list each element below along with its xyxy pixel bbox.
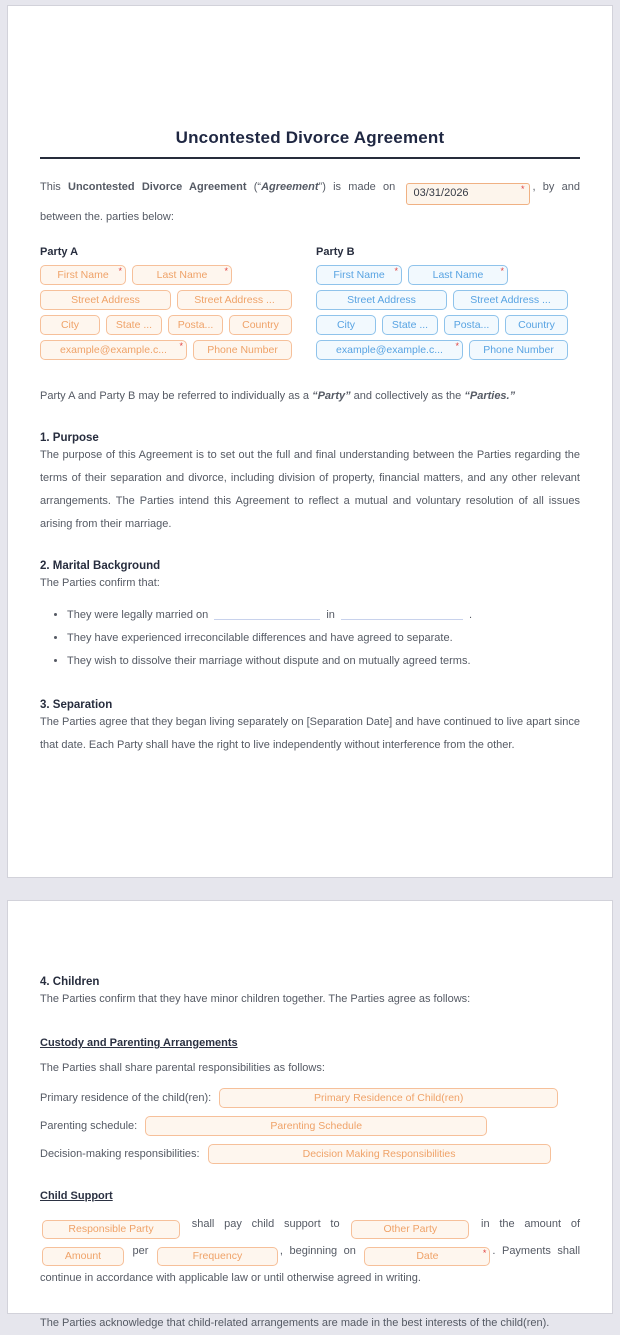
field-placeholder: Amount <box>64 1250 102 1262</box>
referred-text: and collectively as the <box>350 389 465 402</box>
party-a-country-field[interactable] <box>229 315 292 335</box>
document-page-1 <box>7 5 613 878</box>
decision-field[interactable] <box>208 1144 551 1164</box>
party-b-city-field[interactable] <box>316 315 376 335</box>
purpose-heading: 1. Purpose <box>40 431 99 444</box>
frequency-field[interactable] <box>157 1247 278 1266</box>
field-placeholder: Street Address ... <box>194 293 275 306</box>
required-asterisk: * <box>455 340 459 351</box>
field-placeholder: City <box>60 318 80 331</box>
document-page-2 <box>7 900 613 1329</box>
field-placeholder: Country <box>518 318 555 331</box>
party-b-heading: Party B <box>316 245 355 258</box>
marriage-date-blank[interactable] <box>214 606 320 620</box>
field-placeholder: Decision Making Responsibilities <box>302 1148 456 1160</box>
other-party-field[interactable] <box>351 1220 469 1239</box>
field-placeholder: First Name <box>333 268 385 281</box>
party-a-postal-field[interactable] <box>168 315 223 335</box>
party-b-street-address2-field[interactable] <box>453 290 568 310</box>
required-asterisk: * <box>118 265 122 276</box>
party-a-city-field[interactable] <box>40 315 100 335</box>
field-placeholder: Posta... <box>453 318 490 331</box>
party-a-column <box>40 246 292 365</box>
responsible-party-field[interactable] <box>42 1220 180 1239</box>
children-lead: The Parties confirm that they have minor children together. The Parties agree as follows: <box>40 993 471 1005</box>
party-b-column <box>316 246 568 365</box>
field-placeholder: State ... <box>391 318 429 331</box>
field-placeholder: Frequency <box>192 1250 243 1262</box>
field-placeholder: Date <box>416 1250 439 1262</box>
referred-paragraph <box>40 385 580 408</box>
field-placeholder: Street Address <box>71 293 140 306</box>
residence-field[interactable] <box>219 1088 558 1108</box>
decision-label: Decision-making responsibilities: <box>40 1148 200 1160</box>
schedule-label: Parenting schedule: <box>40 1120 138 1132</box>
party-a-first-name-field[interactable] <box>40 265 126 285</box>
party-term: “Party” <box>312 389 351 402</box>
marital-heading: 2. Marital Background <box>40 559 161 572</box>
field-placeholder: Street Address ... <box>470 293 551 306</box>
intro-text: ”) is made on <box>318 181 403 193</box>
parties-term: “Parties.” <box>464 389 516 402</box>
required-asterisk: * <box>482 1248 487 1258</box>
marital-lead: The Parties confirm that: <box>40 576 160 589</box>
parties-section <box>40 246 580 365</box>
party-a-heading: Party A <box>40 245 79 258</box>
field-placeholder: Primary Residence of Child(ren) <box>313 1092 464 1104</box>
party-b-first-name-field[interactable] <box>316 265 402 285</box>
child-support-paragraph <box>40 1212 580 1291</box>
support-text: . Payments shall continue in accordance with applicable law or until otherwise agreed in writing. <box>40 1245 581 1284</box>
marriage-date-bullet <box>67 604 580 627</box>
party-b-email-field[interactable] <box>316 340 463 360</box>
party-b-country-field[interactable] <box>505 315 568 335</box>
bullet-text: in <box>323 608 338 621</box>
bullet-text: They were legally married on <box>67 608 212 621</box>
residence-label: Primary residence of the child(ren): <box>40 1092 212 1104</box>
field-placeholder: Last Name <box>156 268 208 281</box>
field-placeholder: example@example.c... <box>336 343 443 356</box>
separation-body: The Parties agree that they began living separately on [Separation Date] and have continued to live apart since that date. Each Party shall have the right to live independently without interference from the other. <box>40 715 580 751</box>
party-a-state-field[interactable] <box>106 315 162 335</box>
decision-line <box>40 1142 580 1166</box>
intro-agreement-term: Agreement <box>261 181 319 193</box>
party-a-phone-field[interactable] <box>193 340 292 360</box>
custody-heading: Custody and Parenting Arrangements <box>40 1037 238 1049</box>
field-placeholder: Phone Number <box>483 343 554 356</box>
party-b-state-field[interactable] <box>382 315 438 335</box>
required-asterisk: * <box>179 340 183 351</box>
intro-paragraph <box>40 175 580 230</box>
intro-text: (“ <box>246 181 262 193</box>
party-b-phone-field[interactable] <box>469 340 568 360</box>
children-heading: 4. Children <box>40 976 100 988</box>
field-placeholder: Street Address <box>347 293 416 306</box>
intro-agreement-name: Uncontested Divorce Agreement <box>68 181 247 193</box>
schedule-field[interactable] <box>145 1116 487 1136</box>
field-placeholder: Other Party <box>383 1223 438 1235</box>
amount-field[interactable] <box>42 1247 124 1266</box>
irreconcilable-differences-bullet: • They have experienced irreconcilable differences and have agreed to separate. <box>67 627 580 650</box>
party-b-street-address-field[interactable] <box>316 290 447 310</box>
party-b-last-name-field[interactable] <box>408 265 508 285</box>
bullet-text: . <box>465 608 473 621</box>
support-date-field[interactable] <box>364 1247 490 1266</box>
party-a-last-name-field[interactable] <box>132 265 232 285</box>
required-asterisk: * <box>520 183 525 194</box>
field-placeholder: Phone Number <box>207 343 278 356</box>
title-divider <box>40 157 580 159</box>
support-text: , beginning on <box>279 1245 363 1257</box>
referred-text: Party A and Party B may be referred to individually as a <box>40 389 313 402</box>
support-text: in the amount of <box>471 1218 580 1230</box>
schedule-line <box>40 1114 580 1138</box>
party-a-email-field[interactable] <box>40 340 187 360</box>
required-asterisk: * <box>394 265 398 276</box>
field-placeholder: Last Name <box>432 268 484 281</box>
field-placeholder: First Name <box>57 268 109 281</box>
document-title: Uncontested Divorce Agreement <box>175 128 445 147</box>
custody-lead: The Parties shall share parental responsibilities as follows: <box>40 1062 325 1074</box>
field-placeholder: example@example.c... <box>60 343 167 356</box>
support-text: shall pay child support to <box>182 1218 350 1230</box>
party-b-postal-field[interactable] <box>444 315 499 335</box>
party-a-street-address-field[interactable] <box>40 290 171 310</box>
marital-bullet-list <box>40 604 580 673</box>
support-text: per <box>126 1245 155 1257</box>
intro-text: This <box>40 181 69 193</box>
field-placeholder: Responsible Party <box>68 1223 154 1235</box>
field-placeholder: Parenting Schedule <box>270 1120 363 1132</box>
marriage-location-blank[interactable] <box>341 606 463 620</box>
field-placeholder: Country <box>242 318 279 331</box>
residence-line <box>40 1086 580 1110</box>
party-a-street-address2-field[interactable] <box>177 290 292 310</box>
required-asterisk: * <box>224 265 228 276</box>
child-support-note: The Parties acknowledge that child-related arrangements are made in the best interests of the child(ren). <box>40 1317 550 1329</box>
agreement-date-value: 03/31/2026 <box>413 187 469 199</box>
intro-text: , by and between the. parties below: <box>40 181 580 223</box>
child-support-heading: Child Support <box>40 1190 113 1202</box>
field-placeholder: City <box>336 318 356 331</box>
field-placeholder: Posta... <box>177 318 214 331</box>
separation-heading: 3. Separation <box>40 698 113 711</box>
required-asterisk: * <box>500 265 504 276</box>
field-placeholder: State ... <box>115 318 153 331</box>
purpose-body: The purpose of this Agreement is to set out the full and final understanding between the Parties regarding the terms of their separation and divorce, including division of property, financial matters, and any other relevant arrangements. The Parties intend this Agreement to reflect a mutual and voluntary resolution of all issues arising from their marriage. <box>40 448 580 530</box>
agreement-date-input[interactable] <box>406 183 530 205</box>
dissolve-marriage-bullet: • They wish to dissolve their marriage without dispute and on mutually agreed terms. <box>67 650 580 673</box>
